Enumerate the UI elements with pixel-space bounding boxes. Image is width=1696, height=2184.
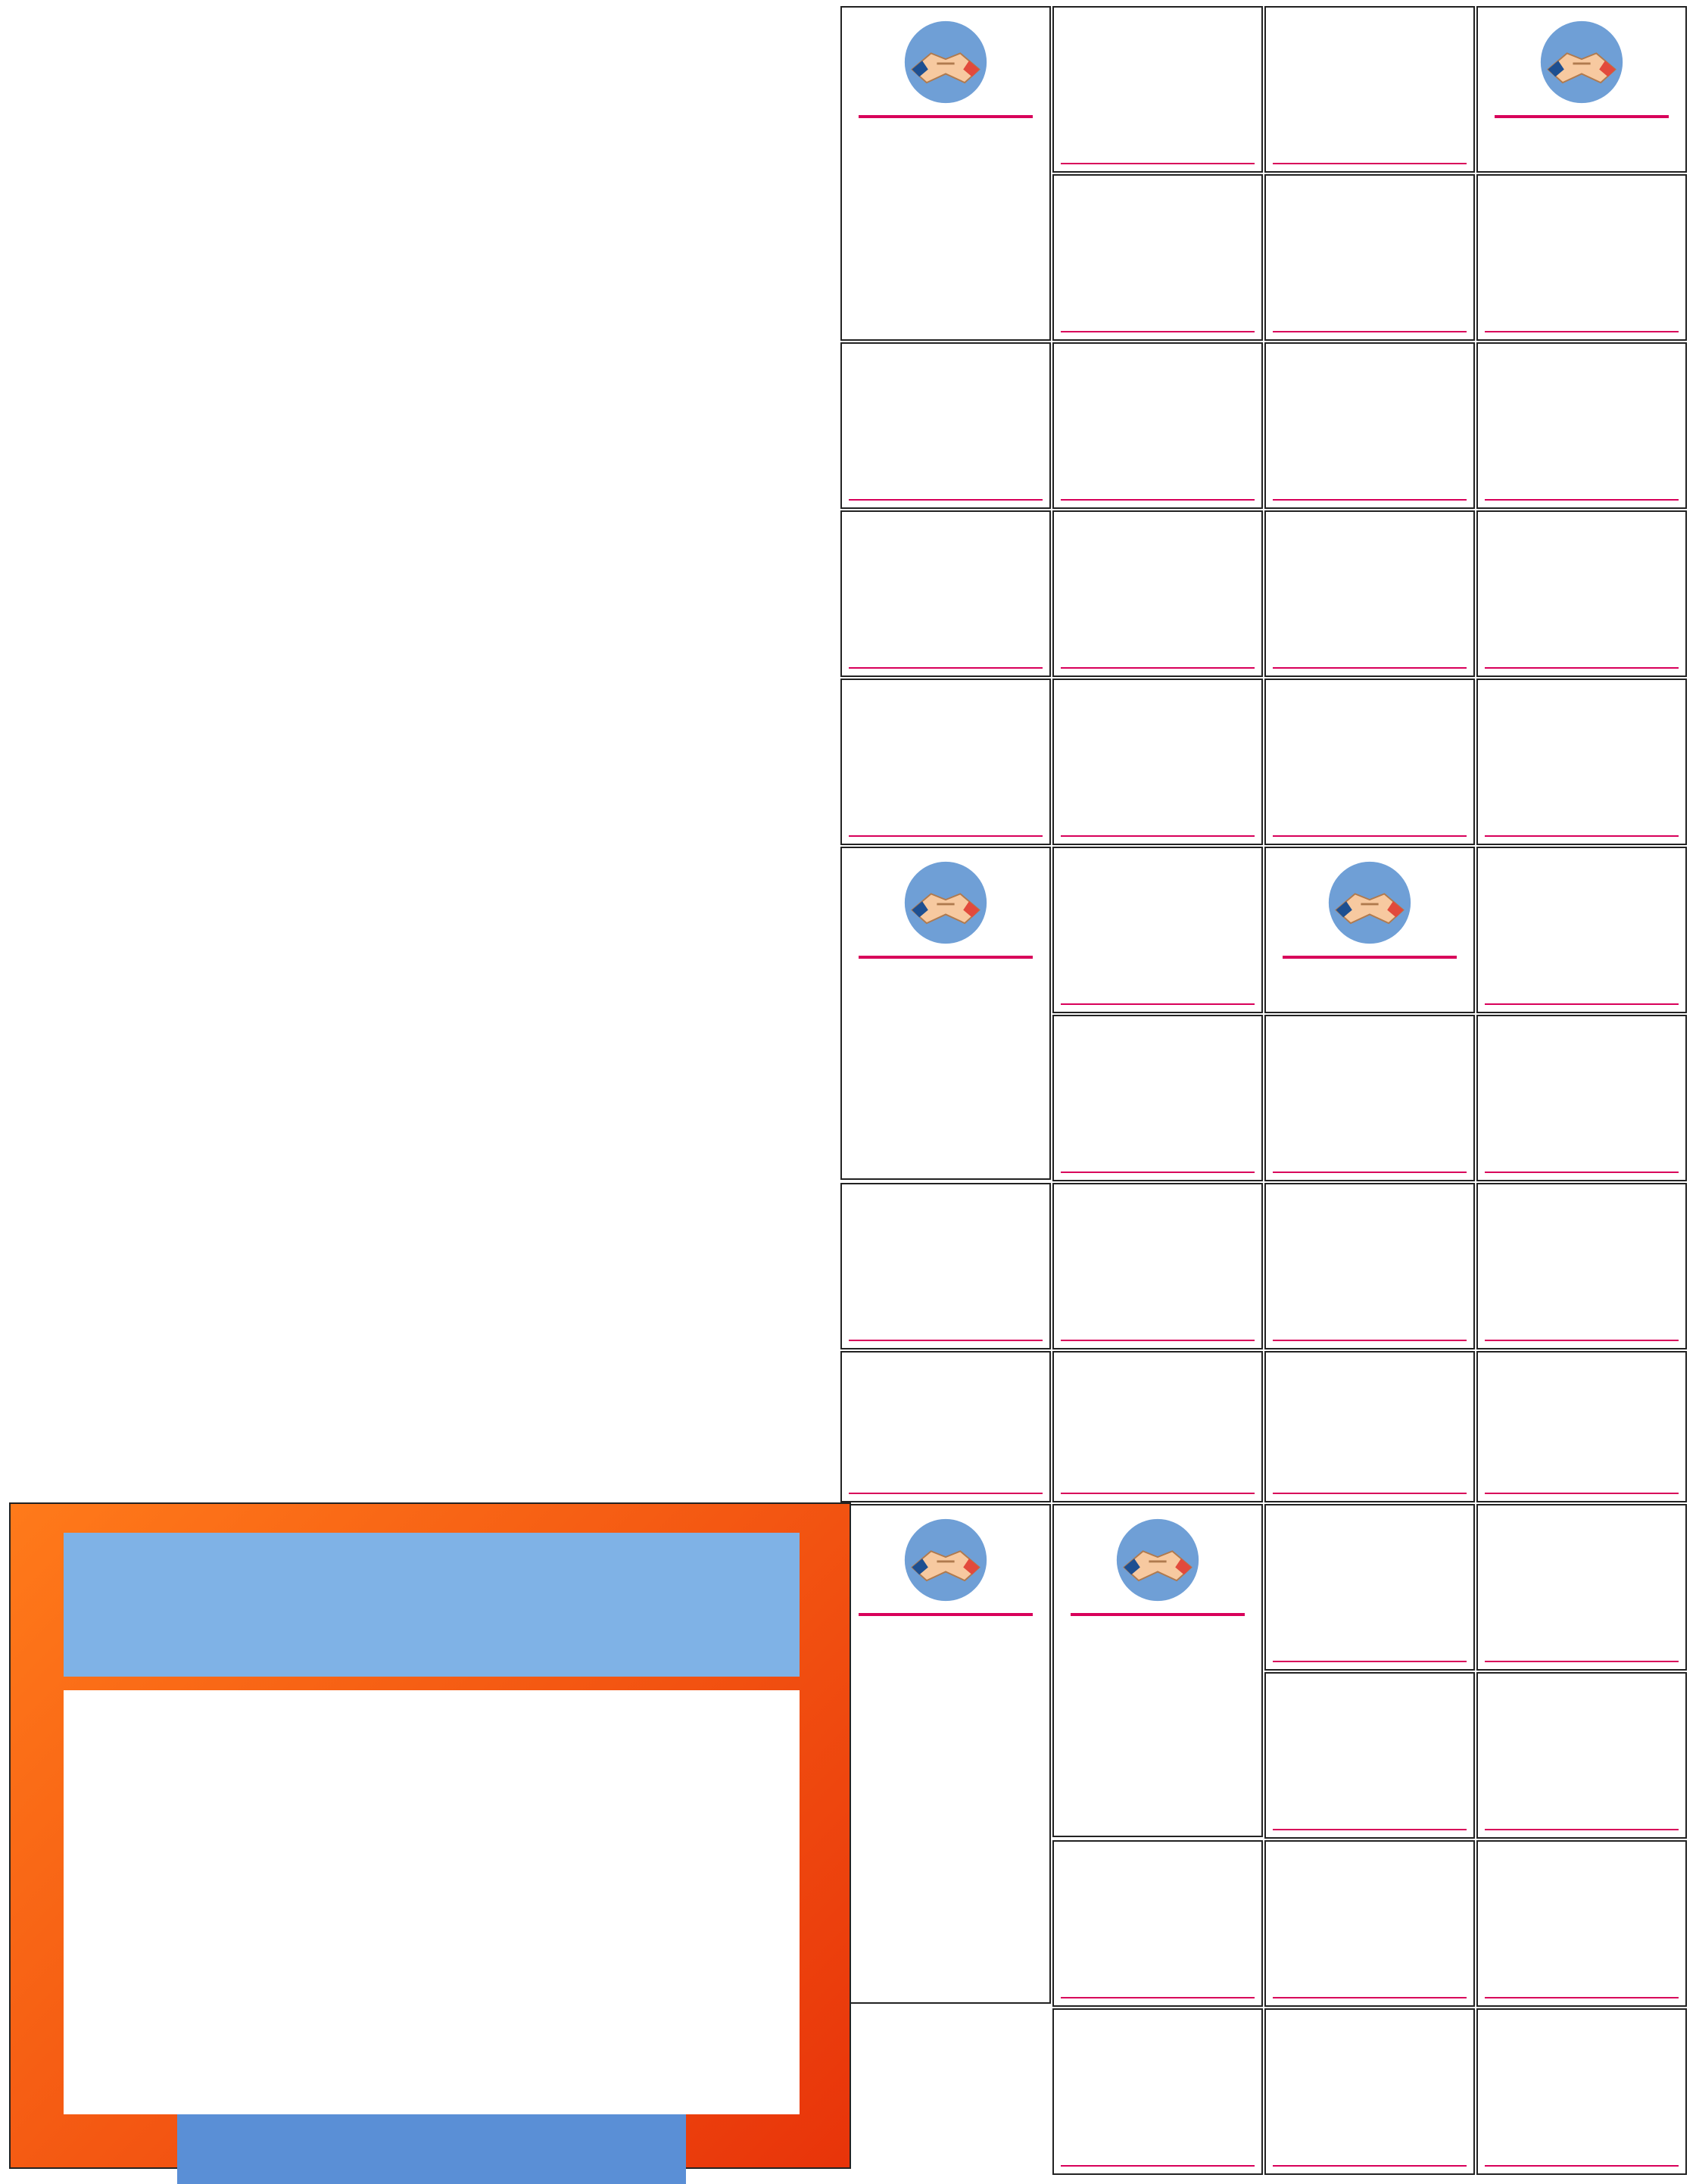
category-h-karshenas — [840, 847, 1051, 1180]
ad-text — [1061, 1022, 1255, 1170]
ad-text — [1061, 1359, 1255, 1491]
ad-phone[interactable] — [1273, 1493, 1467, 1496]
ad-text — [1485, 1359, 1679, 1491]
handshake-icon — [1326, 859, 1414, 947]
ad-text — [1273, 1022, 1467, 1170]
ad-text — [1273, 1848, 1467, 1995]
ad-phone[interactable] — [1485, 499, 1679, 503]
ad-phone[interactable] — [1273, 1997, 1467, 2001]
ad-text — [1485, 1190, 1679, 1338]
divider — [1283, 956, 1457, 959]
job-ad — [1476, 2008, 1687, 2175]
job-ad — [1476, 1672, 1687, 1839]
ad-phone[interactable] — [849, 1493, 1043, 1496]
job-ad — [840, 1183, 1051, 1349]
sales-banner — [9, 1502, 851, 2169]
ad-text — [1061, 350, 1255, 498]
job-ad — [1264, 1672, 1475, 1839]
ad-phone[interactable] — [1273, 1172, 1467, 1175]
ad-phone[interactable] — [1485, 1997, 1679, 2001]
ad-phone[interactable] — [1273, 667, 1467, 671]
job-ad — [1476, 1840, 1687, 2007]
ad-text — [849, 1359, 1043, 1491]
category-h-mohandes — [840, 6, 1051, 341]
job-ad — [1264, 679, 1475, 845]
ad-phone[interactable] — [1273, 331, 1467, 335]
job-ad — [1476, 1351, 1687, 1502]
ad-phone[interactable] — [1273, 163, 1467, 167]
ad-phone[interactable] — [1273, 499, 1467, 503]
ad-phone[interactable] — [1485, 331, 1679, 335]
ad-phone[interactable] — [1273, 1661, 1467, 1665]
handshake-icon — [1538, 18, 1626, 106]
ad-phone[interactable] — [1061, 1493, 1255, 1496]
ad-text — [1061, 14, 1255, 161]
ad-phone[interactable] — [849, 1340, 1043, 1343]
job-ad — [1052, 1015, 1263, 1181]
job-ad — [840, 679, 1051, 845]
ad-text — [1485, 2016, 1679, 2164]
ad-phone[interactable] — [1485, 667, 1679, 671]
ad-text — [1273, 1359, 1467, 1491]
ad-phone[interactable] — [849, 499, 1043, 503]
ad-text — [1273, 182, 1467, 329]
ad-phone[interactable] — [1273, 1829, 1467, 1833]
job-ad — [840, 342, 1051, 509]
job-ad — [1476, 1183, 1687, 1349]
job-ad — [1476, 510, 1687, 677]
ad-text — [849, 686, 1043, 834]
ad-text — [1485, 350, 1679, 498]
ad-phone[interactable] — [1485, 1493, 1679, 1496]
handshake-icon — [902, 1516, 990, 1604]
job-ad — [1264, 1840, 1475, 2007]
divider — [1071, 1613, 1245, 1616]
job-ad — [1052, 174, 1263, 341]
job-ad — [1476, 679, 1687, 845]
ad-text — [1061, 518, 1255, 666]
ad-phone[interactable] — [1061, 331, 1255, 335]
ad-phone[interactable] — [1485, 835, 1679, 839]
job-ad — [1476, 174, 1687, 341]
ad-phone[interactable] — [1485, 1340, 1679, 1343]
ad-text — [1273, 1190, 1467, 1338]
ad-text — [849, 350, 1043, 498]
job-ad — [1264, 342, 1475, 509]
ad-text — [1485, 182, 1679, 329]
job-ad — [1052, 1840, 1263, 2007]
job-ad — [1476, 342, 1687, 509]
job-ad — [840, 510, 1051, 677]
job-ad — [1476, 847, 1687, 1013]
job-ad — [840, 1351, 1051, 1502]
ad-text — [1061, 1848, 1255, 1995]
ad-text — [849, 1190, 1043, 1338]
category-h-monshi — [1264, 847, 1475, 1013]
ad-text — [1485, 1848, 1679, 1995]
job-ad — [1264, 1015, 1475, 1181]
ad-text — [1061, 1190, 1255, 1338]
job-ad — [1264, 1351, 1475, 1502]
divider — [859, 1613, 1033, 1616]
job-ad — [1476, 1015, 1687, 1181]
ad-text — [1485, 1022, 1679, 1170]
handshake-icon — [1114, 1516, 1202, 1604]
ad-text — [1485, 854, 1679, 1002]
ad-phone[interactable] — [1061, 1340, 1255, 1343]
category-h-saier — [1476, 6, 1687, 173]
ad-phone[interactable] — [1485, 1003, 1679, 1007]
job-ad — [1052, 679, 1263, 845]
job-ad — [1476, 1504, 1687, 1671]
ad-text — [1273, 686, 1467, 834]
job-ad — [1052, 1183, 1263, 1349]
job-ad — [1052, 847, 1263, 1013]
handshake-icon — [902, 859, 990, 947]
job-ad — [1264, 6, 1475, 173]
divider — [859, 956, 1033, 959]
divider — [1495, 115, 1669, 118]
ad-text — [1061, 686, 1255, 834]
ad-phone[interactable] — [1061, 1997, 1255, 2001]
ad-text — [1273, 518, 1467, 666]
ad-text — [1061, 2016, 1255, 2164]
ad-phone[interactable] — [1061, 2165, 1255, 2169]
job-ad — [1264, 174, 1475, 341]
ad-text — [1273, 14, 1467, 161]
ad-text — [1485, 1680, 1679, 1827]
category-h-karmand — [840, 1504, 1051, 2004]
ad-phone[interactable] — [1273, 2165, 1467, 2169]
job-ad — [1264, 1504, 1475, 1671]
ad-phone[interactable] — [1273, 1340, 1467, 1343]
ad-phone[interactable] — [1485, 2165, 1679, 2169]
ad-text — [1485, 1512, 1679, 1659]
job-ad — [1052, 6, 1263, 173]
job-ad — [1264, 510, 1475, 677]
ad-phone[interactable] — [1485, 1172, 1679, 1175]
job-ad — [1052, 342, 1263, 509]
ad-phone[interactable] — [1273, 835, 1467, 839]
ad-phone[interactable] — [1061, 1003, 1255, 1007]
banner-body — [64, 1690, 800, 2114]
ad-text — [849, 518, 1043, 666]
ad-phone[interactable] — [1061, 835, 1255, 839]
ad-phone[interactable] — [1485, 1829, 1679, 1833]
ad-text — [1061, 854, 1255, 1002]
job-ad — [1052, 1351, 1263, 1502]
ad-phone[interactable] — [1061, 499, 1255, 503]
category-h-morabbi — [1052, 1504, 1263, 1837]
job-ad — [1052, 510, 1263, 677]
job-ad — [1264, 2008, 1475, 2175]
job-ad — [1052, 2008, 1263, 2175]
banner-phone[interactable] — [177, 2114, 686, 2184]
ad-phone[interactable] — [1061, 1172, 1255, 1175]
divider — [859, 115, 1033, 118]
ad-text — [1485, 686, 1679, 834]
ad-text — [1273, 1680, 1467, 1827]
ad-text — [1273, 1512, 1467, 1659]
ad-phone[interactable] — [1061, 163, 1255, 167]
ad-text — [1273, 350, 1467, 498]
ad-text — [1061, 182, 1255, 329]
ad-phone[interactable] — [1061, 667, 1255, 671]
handshake-icon — [902, 18, 990, 106]
ad-phone[interactable] — [849, 835, 1043, 839]
ad-phone[interactable] — [1485, 1661, 1679, 1665]
ad-text — [1273, 2016, 1467, 2164]
job-ad — [1264, 1183, 1475, 1349]
ad-text — [1485, 518, 1679, 666]
banner-heading — [64, 1533, 800, 1677]
ad-phone[interactable] — [849, 667, 1043, 671]
